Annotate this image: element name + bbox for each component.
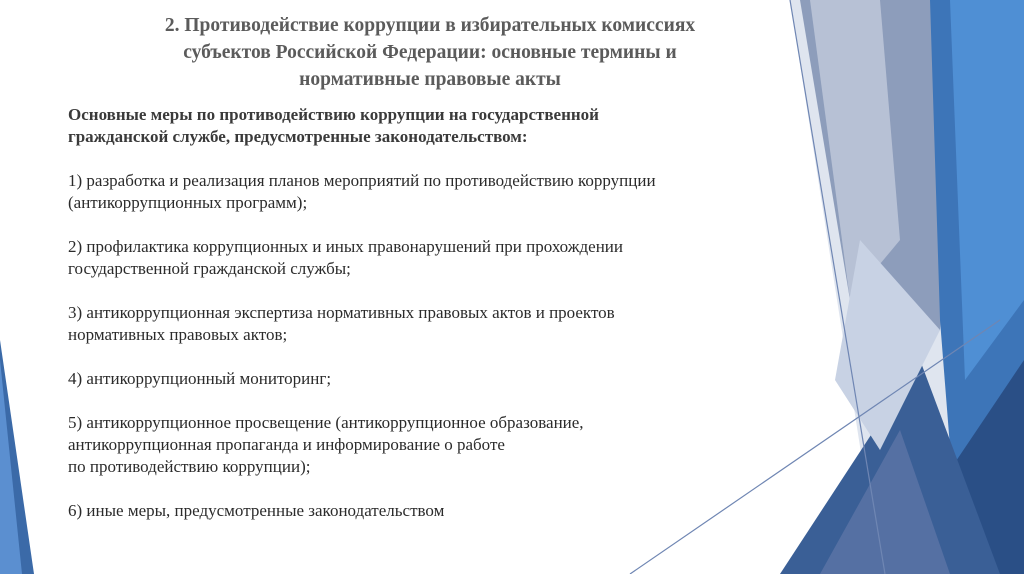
title-line: нормативные правовые акты (299, 69, 561, 90)
list-item (68, 500, 828, 522)
item-line: по противодействию коррупции); (68, 457, 311, 476)
title-line: 2. Противодействие коррупции в избирательных комиссиях (164, 15, 696, 36)
item-line: 2) профилактика коррупционных и иных правонарушений при прохождении (68, 237, 623, 256)
slide-body (68, 104, 828, 522)
item-line: нормативных правовых актов; (68, 325, 288, 344)
item-line: (антикоррупционных программ); (68, 193, 308, 212)
list-item (68, 170, 828, 214)
item-line: 3) антикоррупционная экспертиза нормативных правовых актов и проектов (68, 303, 615, 322)
list-item (68, 236, 828, 280)
list-item (68, 412, 828, 478)
item-line: 5) антикоррупционное просвещение (антикоррупционное образование, (68, 413, 584, 432)
lead-paragraph (68, 104, 828, 148)
item-line: государственной гражданской службы; (68, 259, 351, 278)
title-line: субъектов Российской Федерации: основные термины и (183, 42, 677, 63)
item-line: 4) антикоррупционный мониторинг; (68, 369, 332, 388)
item-line: антикоррупционная пропаганда и информирование о работе (68, 435, 505, 454)
lead-line: Основные меры по противодействию коррупции на государственной (68, 105, 599, 124)
item-line: 6) иные меры, предусмотренные законодательством (68, 501, 445, 520)
deco-left-strip-light (0, 360, 22, 574)
lead-line: гражданской службе, предусмотренные законодательством: (68, 127, 528, 146)
list-item (68, 368, 828, 390)
list-item (68, 302, 828, 346)
slide-title (60, 12, 800, 93)
item-line: 1) разработка и реализация планов мероприятий по противодействию коррупции (68, 171, 656, 190)
